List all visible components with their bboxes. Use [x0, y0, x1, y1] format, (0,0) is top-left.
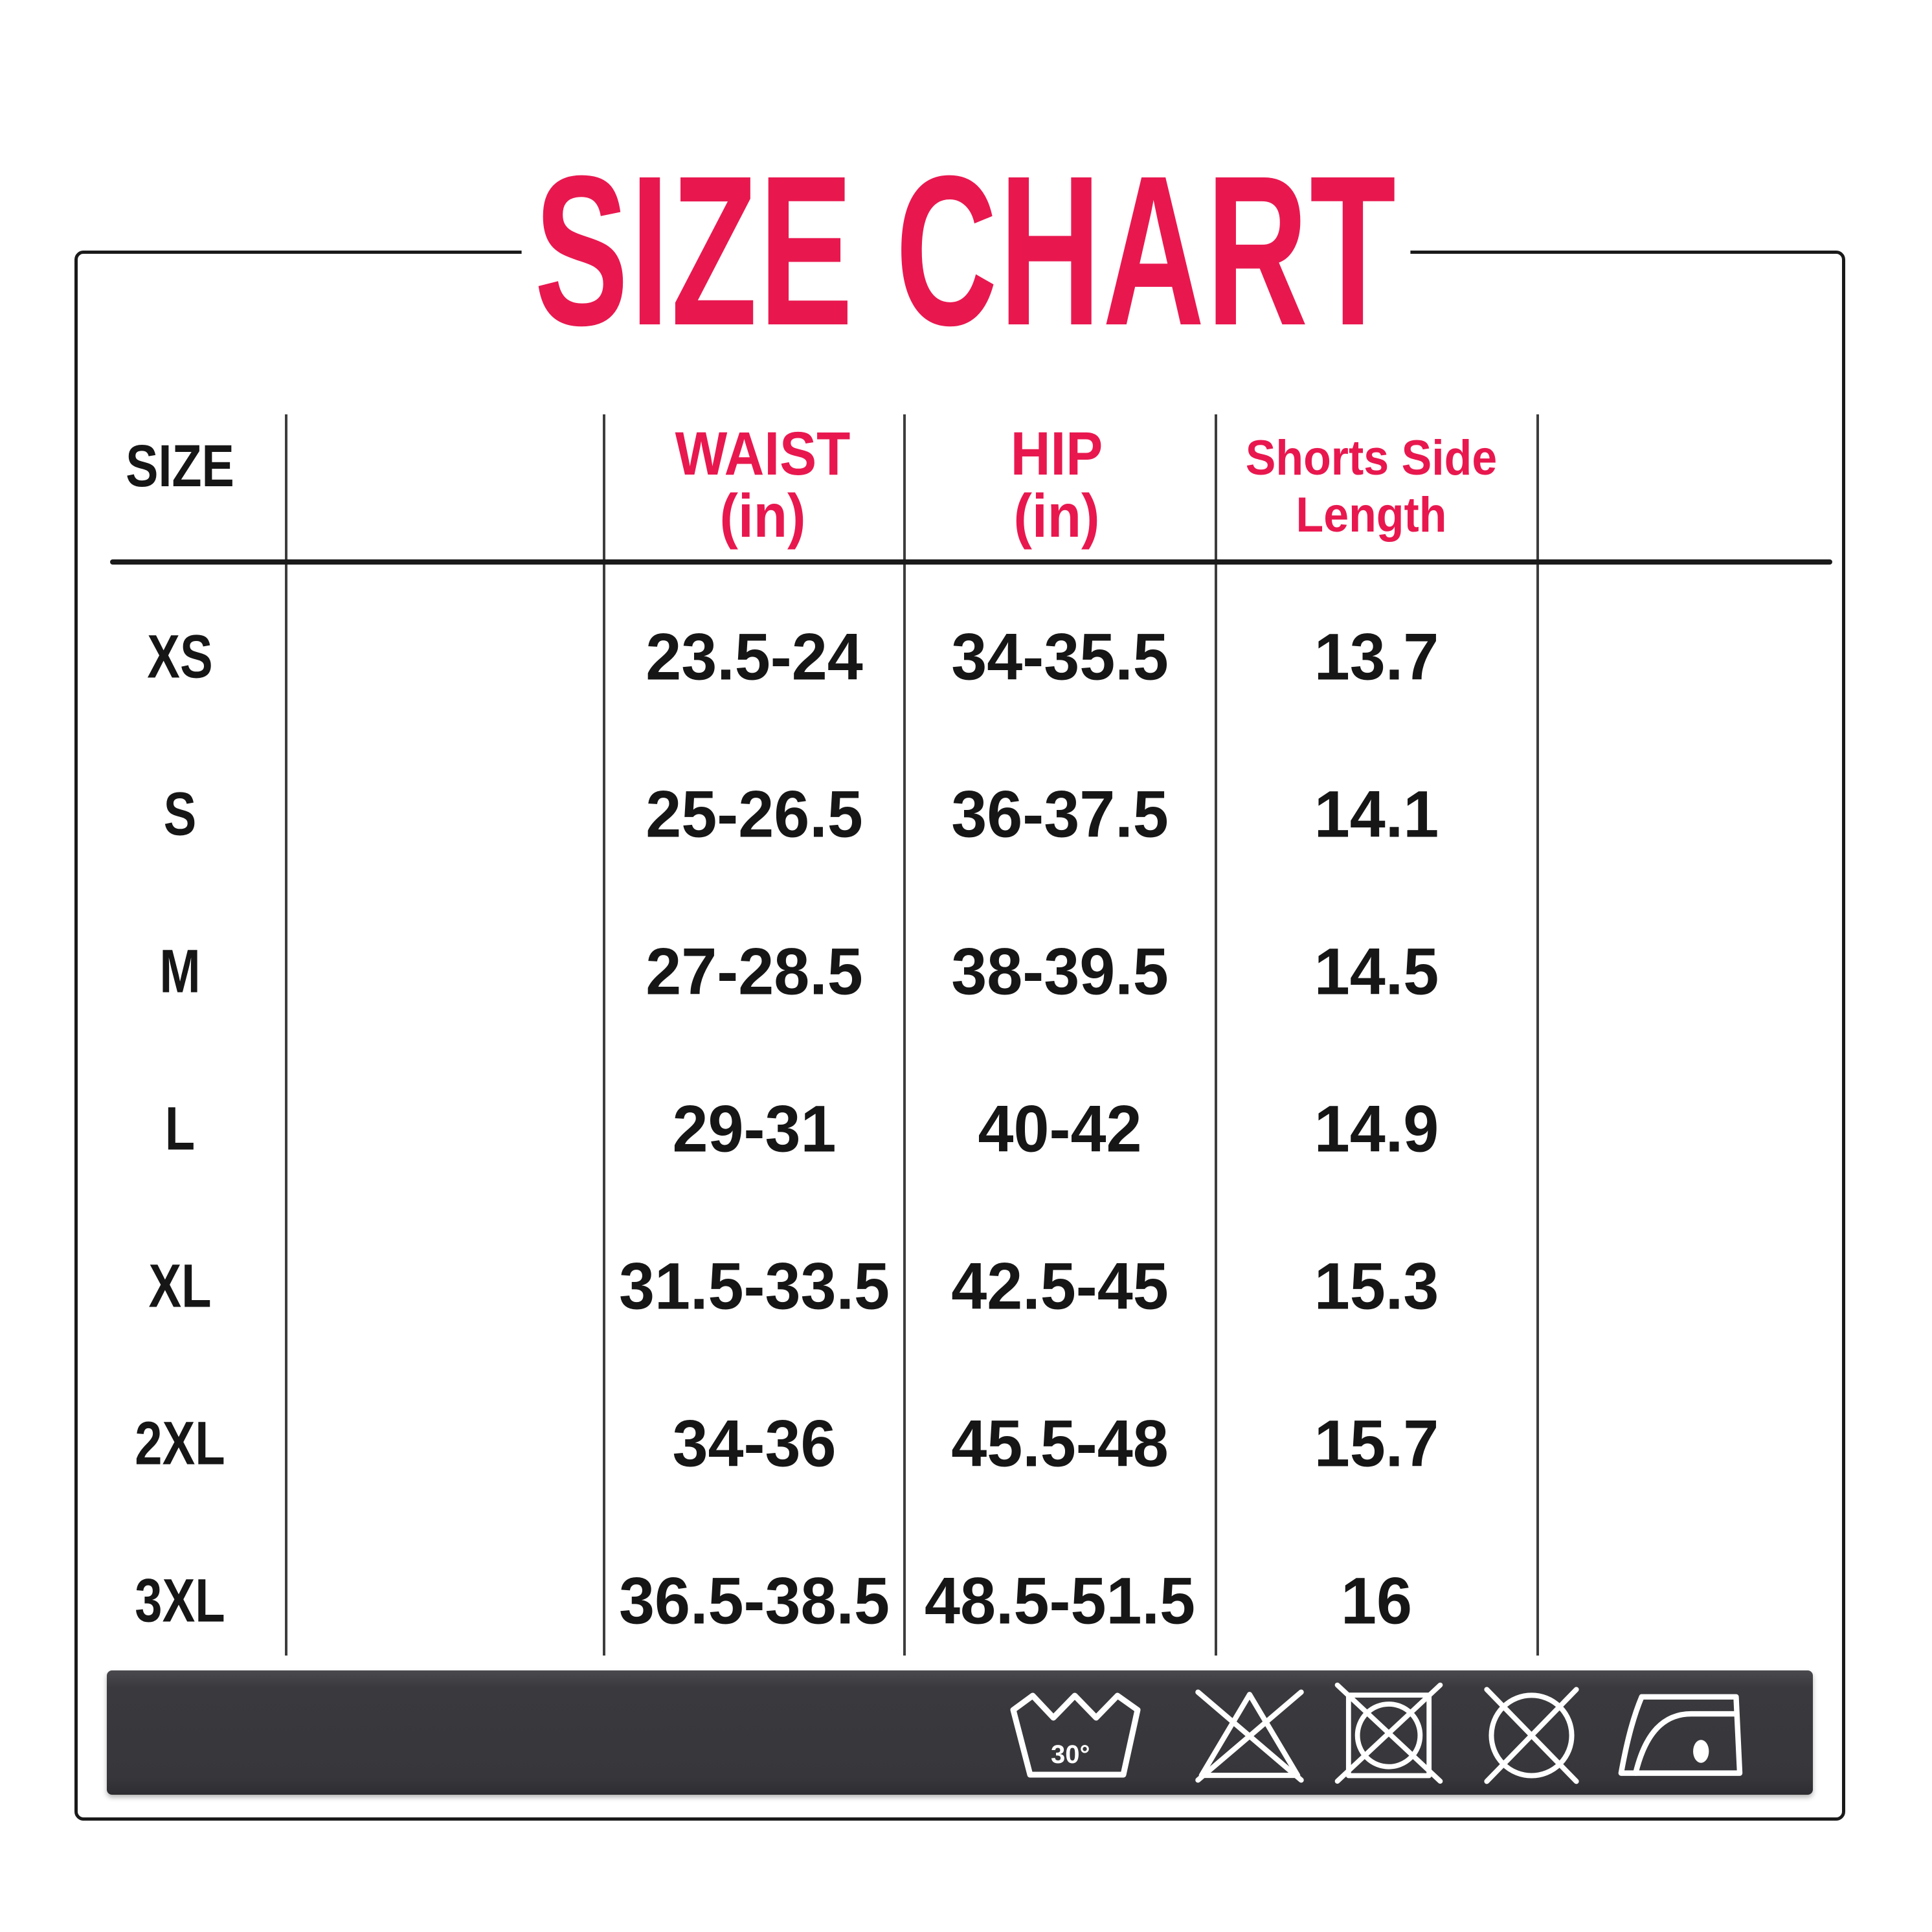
size-label: M: [159, 937, 201, 1006]
do-not-bleach-icon: [1185, 1677, 1314, 1788]
waist-value: 31.5-33.5: [618, 1249, 890, 1323]
column-header-hip-line2: (in): [1013, 482, 1100, 550]
column-header-waist-line1: WAIST: [675, 420, 851, 488]
do-not-tumble-dry-icon: [1327, 1677, 1450, 1788]
column-header-hip: [1010, 420, 1103, 550]
column-header-waist: [675, 420, 851, 550]
waist-value: 23.5-24: [646, 620, 863, 694]
hip-value: 36-37.5: [951, 777, 1169, 851]
waist-value: 25-26.5: [646, 777, 863, 851]
column-divider: [285, 414, 287, 1656]
wash-temp-label: 30°: [1051, 1740, 1090, 1769]
hip-value: 40-42: [978, 1092, 1142, 1166]
column-divider: [1215, 414, 1217, 1656]
shorts-side-length-value: 14.5: [1314, 934, 1439, 1009]
do-not-dry-clean-icon: [1468, 1677, 1595, 1788]
column-header-hip-line1: HIP: [1010, 420, 1103, 488]
page-title: SIZE CHART: [522, 144, 1411, 357]
hip-value: 42.5-45: [951, 1249, 1169, 1323]
shorts-side-length-value: 16: [1340, 1564, 1413, 1638]
size-label: XL: [148, 1252, 212, 1321]
size-label: XS: [147, 622, 213, 691]
column-header-waist-line2: (in): [719, 482, 806, 550]
size-label: S: [163, 780, 197, 849]
hip-value: 38-39.5: [951, 934, 1169, 1009]
hip-value: 34-35.5: [951, 620, 1169, 694]
column-divider: [603, 414, 605, 1656]
shorts-side-length-value: 15.3: [1314, 1249, 1439, 1323]
hip-value: 45.5-48: [951, 1406, 1169, 1481]
waist-value: 34-36: [672, 1406, 837, 1481]
waist-value: 29-31: [672, 1092, 837, 1166]
shorts-side-length-value: 14.1: [1314, 777, 1439, 851]
iron-low-heat-icon: [1610, 1681, 1749, 1784]
size-label: L: [164, 1094, 196, 1163]
column-header-shorts-line2: Length: [1296, 488, 1447, 543]
size-label: 3XL: [135, 1566, 225, 1635]
machine-wash-30-icon: [1007, 1678, 1156, 1788]
column-header-size: SIZE: [126, 433, 234, 499]
hip-value: 48.5-51.5: [924, 1564, 1196, 1638]
shorts-side-length-value: 14.9: [1314, 1092, 1439, 1166]
column-header-shorts-side-length: [1246, 430, 1498, 544]
waist-value: 27-28.5: [646, 934, 863, 1009]
shorts-side-length-value: 15.7: [1314, 1406, 1439, 1481]
size-label: 2XL: [135, 1409, 225, 1478]
waist-value: 36.5-38.5: [618, 1564, 890, 1638]
header-underline: [110, 559, 1832, 565]
column-divider: [1536, 414, 1539, 1656]
column-header-shorts-line1: Shorts Side: [1245, 431, 1498, 486]
shorts-side-length-value: 13.7: [1314, 620, 1439, 694]
care-instructions-bar: [107, 1670, 1813, 1795]
column-divider: [903, 414, 906, 1656]
